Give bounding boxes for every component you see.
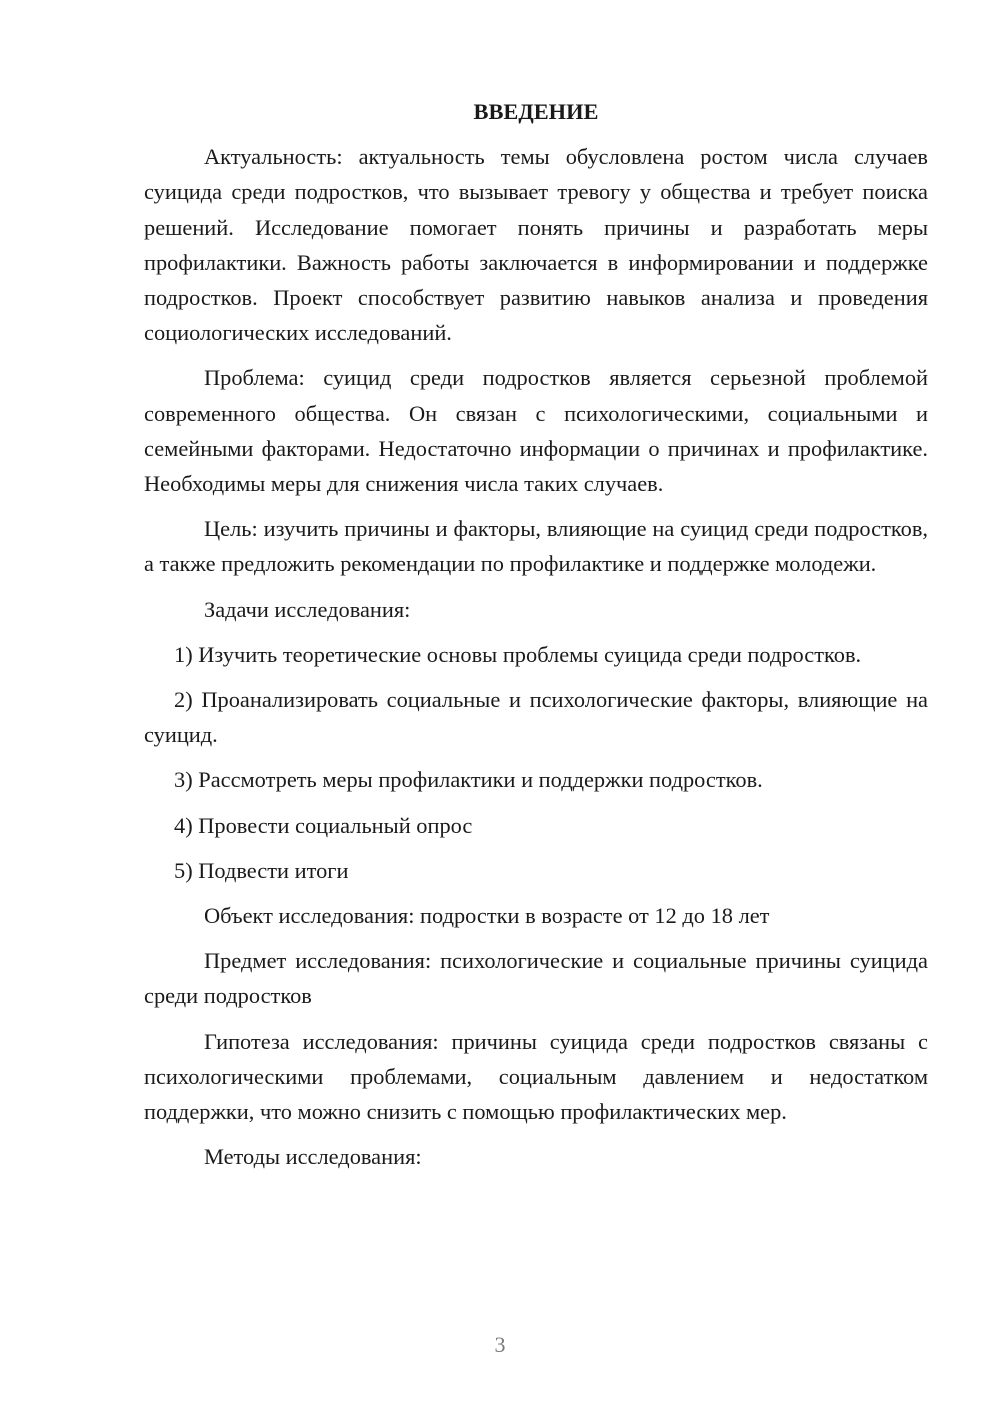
task-item-3: 3) Рассмотреть меры профилактики и поддержки подростков. (174, 767, 763, 793)
task-item-1: 1) Изучить теоретические основы проблемы суицида среди подростков. (174, 641, 862, 667)
task-item-5: 5) Подвести итоги (174, 857, 349, 883)
hypothesis-paragraph: Гипотеза исследования: причины суицида среди подростков связаны с психологическими проблемами, социальным давлением и недостатком поддержки, что можно снизить с помощью профилактических мер. (144, 1028, 928, 1125)
page-content (144, 94, 928, 1184)
goal-paragraph: Цель: изучить причины и факторы, влияющие на суицид среди подростков, а также предложить рекомендации по профилактике и поддержке молодежи. (144, 516, 928, 577)
task-item-2: 2) Проанализировать социальные и психологические факторы, влияющие на суицид. (144, 687, 928, 748)
object-paragraph: Объект исследования: подростки в возрасте от 12 до 18 лет (204, 903, 770, 929)
methods-heading: Методы исследования: (204, 1144, 422, 1170)
problem-paragraph: Проблема: суицид среди подростков является серьезной проблемой современного общества. Он связан с психологическими, социальными и семейными факторами. Недостаточно информации о причинах и профилактике. Необходимы меры для снижения числа таких случаев. (144, 365, 928, 497)
relevance-paragraph: Актуальность: актуальность темы обусловлена ростом числа случаев суицида среди подростков, что вызывает тревогу у общества и требует поиска решений. Исследование помогает понять причины и разработать меры профилактики. Важность работы заключается в информировании и поддержке подростков. Проект способствует развитию навыков анализа и проведения социологических исследований. (144, 144, 928, 346)
page-title: ВВЕДЕНИЕ (473, 99, 599, 124)
page-number: 3 (494, 1332, 506, 1357)
task-item-4: 4) Провести социальный опрос (174, 812, 473, 838)
tasks-heading: Задачи исследования: (204, 596, 411, 622)
subject-paragraph: Предмет исследования: психологические и социальные причины суицида среди подростков (144, 948, 928, 1009)
